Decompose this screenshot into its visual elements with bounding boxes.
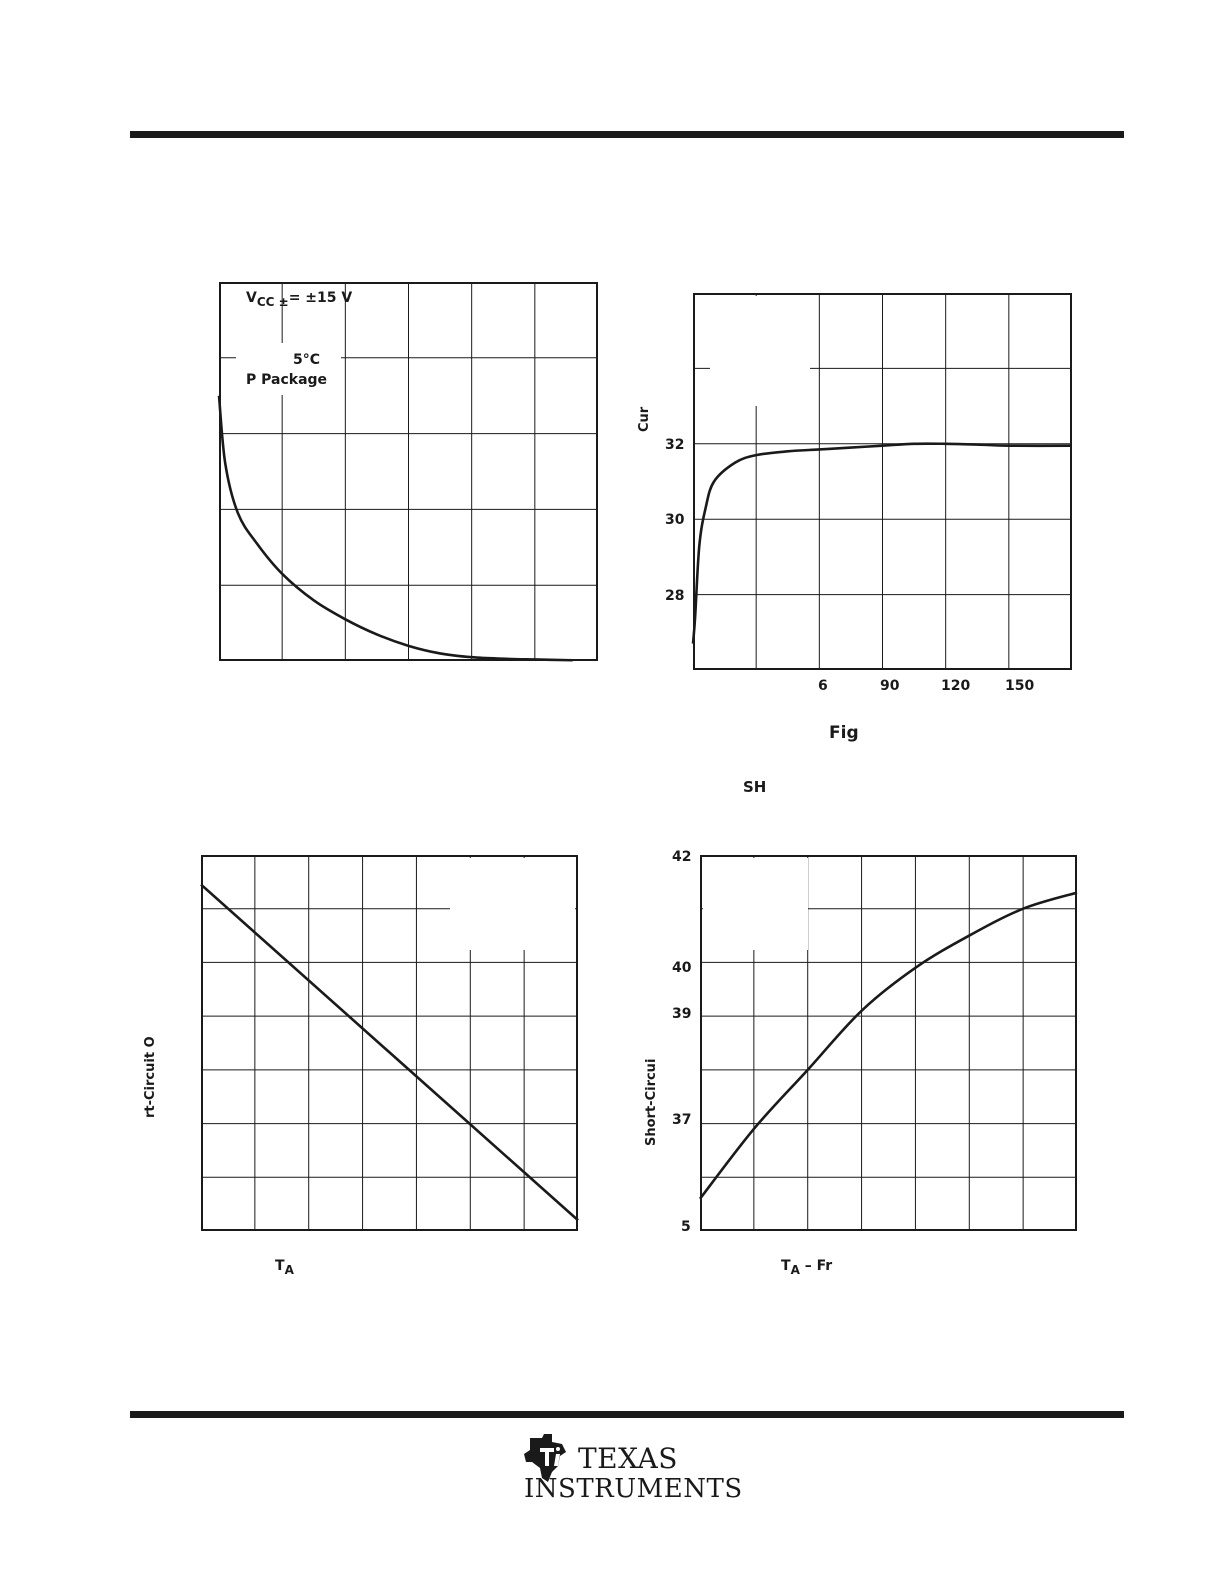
chart-1-annotation-package: P Package xyxy=(246,372,328,388)
chart-4-ytick-37: 37 xyxy=(672,1112,692,1128)
chart-1-grid xyxy=(219,282,598,661)
chart-1 xyxy=(219,282,598,661)
chart-4-ytick-40: 40 xyxy=(672,960,692,976)
chart-1-series-0-line xyxy=(219,396,573,661)
chart-2-xtick-90: 90 xyxy=(880,678,900,694)
figure-caption: Fig xyxy=(829,723,859,743)
chart-4-ytick-39: 39 xyxy=(672,1006,692,1022)
chart-4-ytick-5: 5 xyxy=(681,1219,691,1235)
chart-2-xtick-120: 120 xyxy=(941,678,971,694)
chart-2-y-axis-label: Cur xyxy=(637,406,652,432)
chart-3-x-axis-label: $T_A$ xyxy=(275,1258,294,1277)
texas-instruments-logo xyxy=(522,1430,743,1504)
logo-word-texas: TEXAS xyxy=(578,1442,678,1475)
top-rule xyxy=(130,131,1124,138)
chart-4-ytick-42: 42 xyxy=(672,849,692,865)
chart-2-xtick-150: 150 xyxy=(1005,678,1035,694)
logo-word-instruments: INSTRUMENTS xyxy=(524,1474,743,1504)
bottom-rule xyxy=(130,1411,1124,1418)
chart-4-y-axis-label: Short-Circui xyxy=(644,1058,659,1146)
chart-2-ytick-28: 28 xyxy=(665,588,685,604)
chart-2-xtick-6: 6 xyxy=(818,678,828,694)
chart-1-annotation-temp: 5°C xyxy=(293,352,321,368)
chart-3-y-axis-label: rt-Circuit O xyxy=(143,1036,158,1118)
chart-2-ytick-32: 32 xyxy=(665,437,685,453)
sh-caption: SH xyxy=(743,778,767,796)
chart-4-x-axis-label: $T_A$ – Fr xyxy=(781,1258,833,1277)
chart-1-annotation-vcc: $V_{CC \pm}= \pm 15$ V xyxy=(246,290,353,309)
chart-1-svg xyxy=(219,282,598,661)
chart-2-ytick-30: 30 xyxy=(665,512,685,528)
